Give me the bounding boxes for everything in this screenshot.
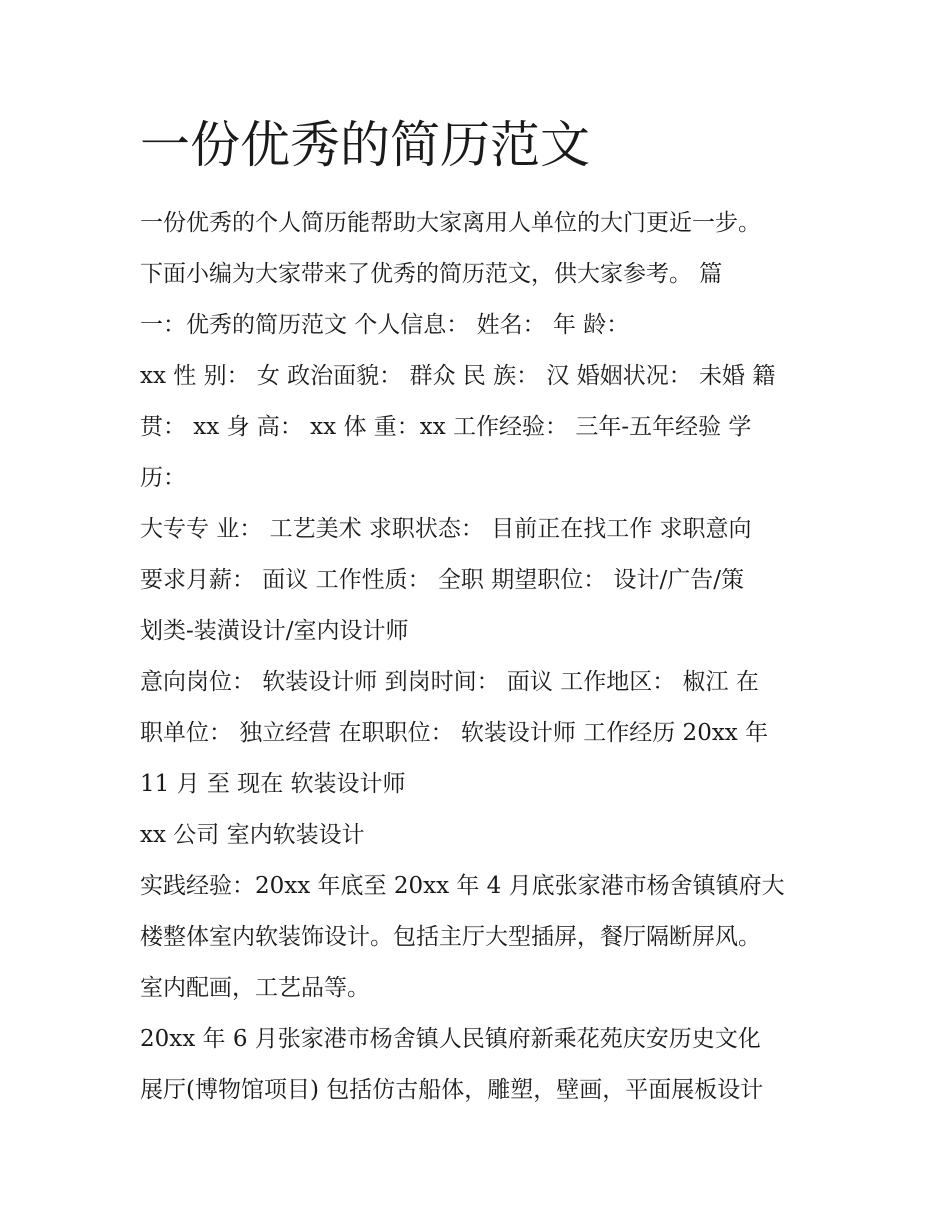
body-line: 贯： xx 身 高： xx 体 重：xx 工作经验： 三年-五年经验 学 bbox=[140, 414, 752, 440]
body-line: 楼整体室内软装饰设计。包括主厅大型插屏，餐厅隔断屏风。 bbox=[140, 924, 761, 950]
body-line: 一份优秀的个人简历能帮助大家离用人单位的大门更近一步。 bbox=[140, 210, 761, 236]
body-line: 20xx 年 6 月张家港市杨舍镇人民镇府新乘花苑庆安历史文化 bbox=[140, 1026, 761, 1052]
body-line: 职单位： 独立经营 在职职位： 软装设计师 工作经历 20xx 年 bbox=[140, 720, 769, 746]
body-line: 室内配画，工艺品等。 bbox=[140, 975, 370, 1001]
document-body bbox=[140, 200, 820, 1118]
body-line: 下面小编为大家带来了优秀的简历范文，供大家参考。 篇 bbox=[140, 261, 723, 287]
body-line: 一：优秀的简历范文 个人信息： 姓名： 年 龄： bbox=[140, 312, 630, 338]
body-line: 展厅(博物馆项目) 包括仿古船体，雕塑，壁画，平面展板设计 bbox=[140, 1077, 764, 1103]
body-line: 11 月 至 现在 软装设计师 bbox=[140, 771, 406, 797]
body-line: 意向岗位： 软装设计师 到岗时间： 面议 工作地区： 椒江 在 bbox=[140, 669, 759, 695]
document-title: 一份优秀的简历范文 bbox=[140, 116, 590, 174]
body-line: xx 性 别： 女 政治面貌： 群众 民 族： 汉 婚姻状况： 未婚 籍 bbox=[140, 363, 776, 389]
body-line: 划类-装潢设计/室内设计师 bbox=[140, 618, 409, 644]
body-line: xx 公司 室内软装设计 bbox=[140, 822, 365, 848]
body-line: 要求月薪： 面议 工作性质： 全职 期望职位： 设计/广告/策 bbox=[140, 567, 745, 593]
body-line: 历： bbox=[140, 465, 186, 491]
body-line: 大专专 业： 工艺美术 求职状态： 目前正在找工作 求职意向 bbox=[140, 516, 752, 542]
body-line: 实践经验：20xx 年底至 20xx 年 4 月底张家港市杨舍镇镇府大 bbox=[140, 873, 785, 899]
